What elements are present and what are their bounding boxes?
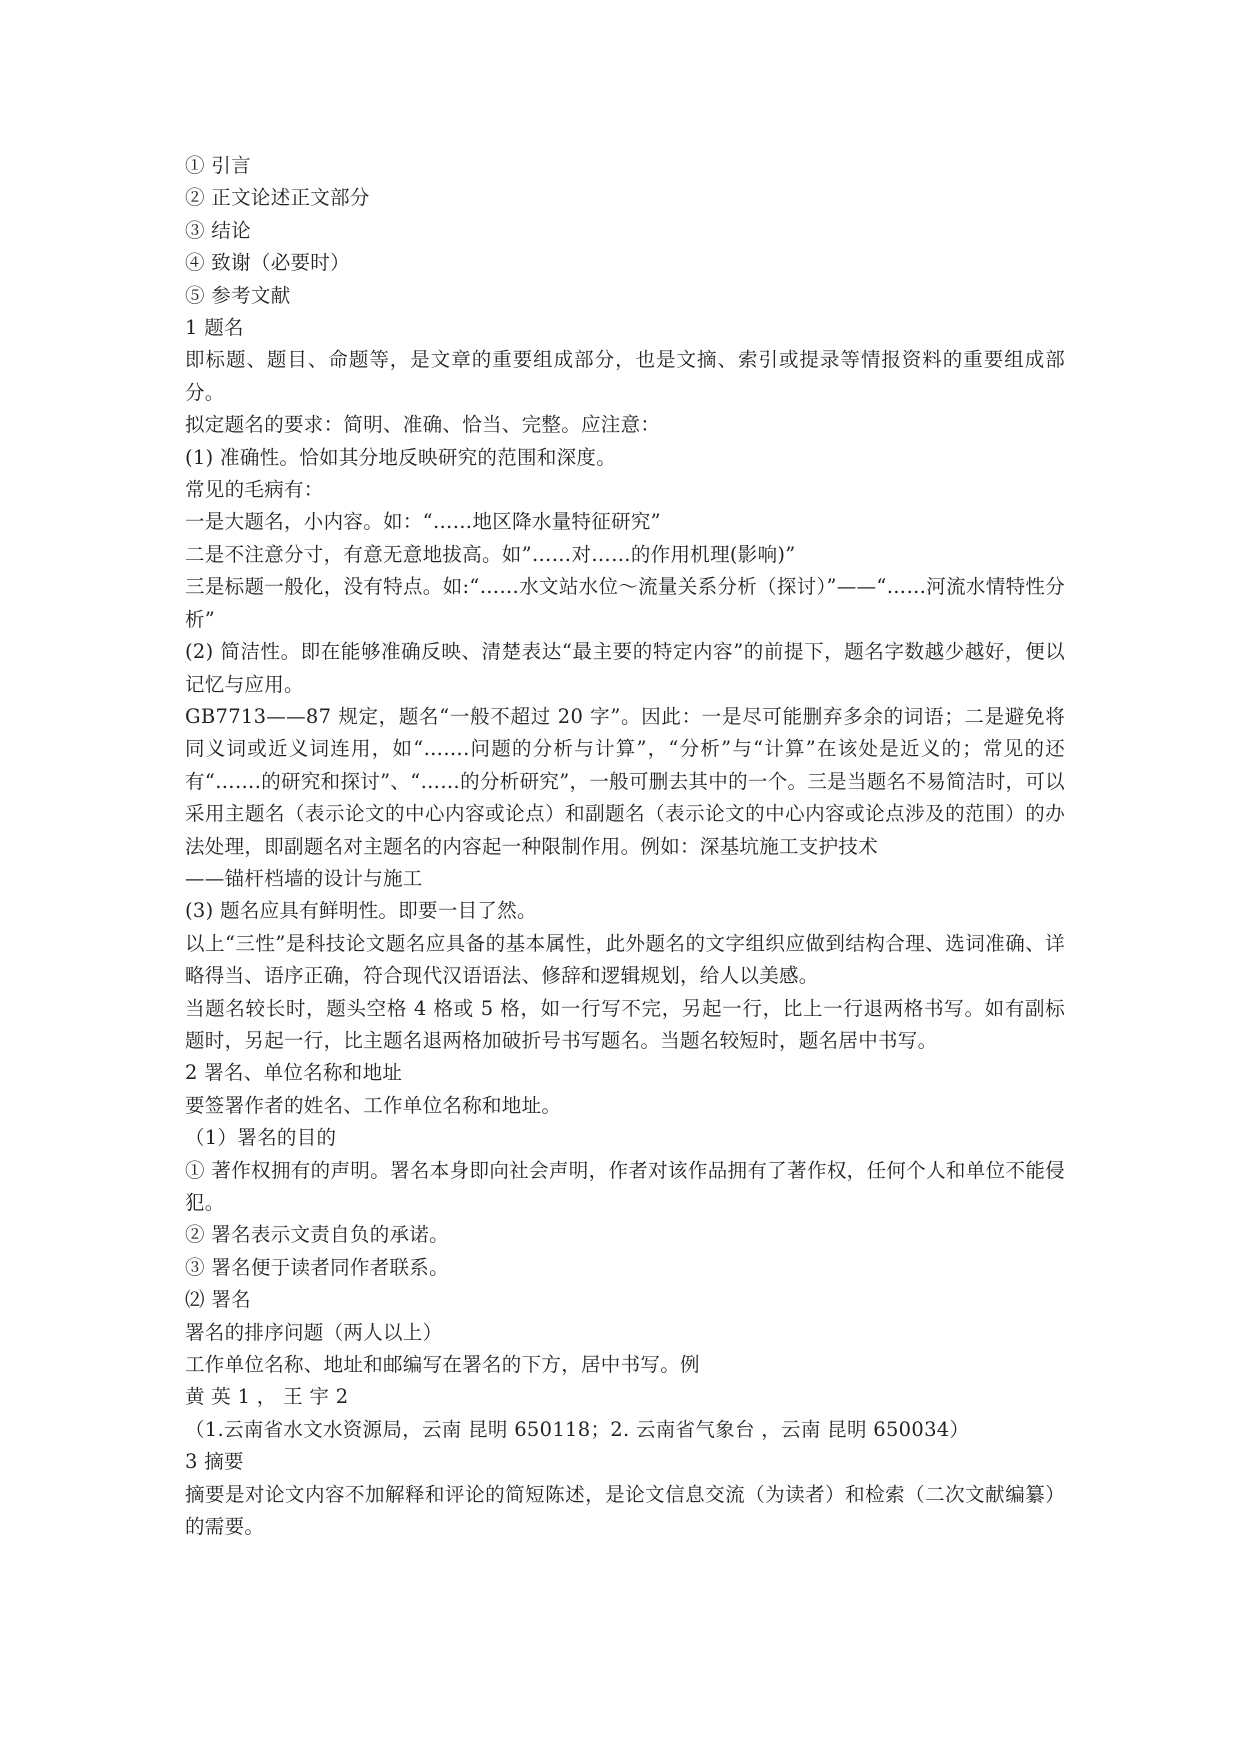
- outline-item-main-body: ② 正文论述正文部分: [185, 186, 370, 210]
- paragraph-author-order: 署名的排序问题（两人以上）: [185, 1320, 443, 1344]
- example-affiliations: （1.云南省水文水资源局，云南 昆明 650118；2. 云南省气象台 ，云南 昆明 650034）: [185, 1417, 970, 1441]
- outline-item-references: ⑤ 参考文献: [185, 283, 291, 307]
- paragraph-fault-two: 二是不注意分寸，有意无意地拔高。如”……对……的作用机理(影响)”: [185, 542, 796, 566]
- paragraph-affiliation-placement: 工作单位名称、地址和邮编写在署名的下方，居中书写。例: [185, 1353, 700, 1377]
- outline-item-acknowledgement: ④ 致谢（必要时）: [185, 251, 350, 275]
- section-heading-title: 1 题名: [185, 316, 244, 340]
- paragraph-distinctiveness: (3) 题名应具有鲜明性。即要一目了然。: [185, 899, 537, 923]
- outline-item-introduction: ① 引言: [185, 154, 251, 177]
- section-heading-byline: 2 署名、单位名称和地址: [185, 1061, 403, 1085]
- subheading-byline: ⑵ 署名: [185, 1288, 251, 1312]
- document-body: [185, 150, 1065, 1543]
- paragraph-title-layout: 当题名较长时，题头空格 4 格或 5 格，如一行写不完，另起一行，比上一行退两格书写。如有副标题时，另起一行，比主题名退两格加破折号书写题名。当题名较短时，题名居中书写。: [185, 996, 1065, 1052]
- paragraph-title-requirements: 拟定题名的要求：简明、准确、恰当、完整。应注意：: [185, 413, 661, 437]
- section-heading-abstract: 3 摘要: [185, 1450, 244, 1474]
- paragraph-abstract-definition: 摘要是对论文内容不加解释和评论的简短陈述，是论文信息交流（为读者）和检索（二次文献编纂）的需要。: [185, 1482, 1065, 1539]
- paragraph-byline-requirement: 要签署作者的姓名、工作单位名称和地址。: [185, 1093, 562, 1117]
- paragraph-gb7713: GB7713——87 规定，题名“一般不超过 20 字”。因此：一是尽可能删弃多余的词语；二是避免将同义词或近义词连用，如“…….问题的分析与计算”，“分析”与“计算”在该处是近义的；常见的还有“…….的研究和探讨”、“……的分析研究”，一般可删去其中的一个。三是当题名不易简洁时，可以采用主题名（表示论文的中心内容或论点）和副题名（表示论文的中心内容或论点涉及的范围）的办法处理，即副题名对主题名的内容起一种限制作用。例如：深基坑施工支护技术: [185, 704, 1065, 858]
- paragraph-title-definition: 即标题、题目、命题等，是文章的重要组成部分，也是文摘、索引或提录等情报资料的重要组成部分。: [185, 348, 1065, 404]
- outline-item-conclusion: ③ 结论: [185, 218, 251, 242]
- paragraph-fault-one: 一是大题名，小内容。如：“……地区降水量特征研究”: [185, 510, 661, 534]
- paragraph-subtitle-example: ——锚杆档墙的设计与施工: [185, 866, 423, 890]
- paragraph-fault-three: 三是标题一般化，没有特点。如:“……水文站水位～流量关系分析（探讨）”——“……河流水情特性分析”: [185, 575, 1065, 631]
- paragraph-responsibility: ② 署名表示文责自负的承诺。: [185, 1223, 449, 1247]
- example-authors: 黄 英 1 ， 王 宇 2: [185, 1385, 349, 1409]
- paragraph-contact: ③ 署名便于读者同作者联系。: [185, 1255, 449, 1279]
- paragraph-conciseness: (2) 简洁性。即在能够准确反映、清楚表达“最主要的特定内容”的前提下，题名字数越少越好，便以记忆与应用。: [185, 640, 1065, 696]
- paragraph-copyright-statement: ① 著作权拥有的声明。署名本身即向社会声明，作者对该作品拥有了著作权，任何个人和单位不能侵犯。: [185, 1158, 1065, 1214]
- paragraph-common-faults: 常见的毛病有：: [185, 478, 324, 502]
- subheading-byline-purpose: （1）署名的目的: [185, 1126, 337, 1150]
- paragraph-three-properties: 以上“三性”是科技论文题名应具备的基本属性，此外题名的文字组织应做到结构合理、选词准确、详略得当、语序正确，符合现代汉语语法、修辞和逻辑规划，给人以美感。: [185, 931, 1065, 988]
- paragraph-accuracy: (1) 准确性。恰如其分地反映研究的范围和深度。: [185, 445, 617, 469]
